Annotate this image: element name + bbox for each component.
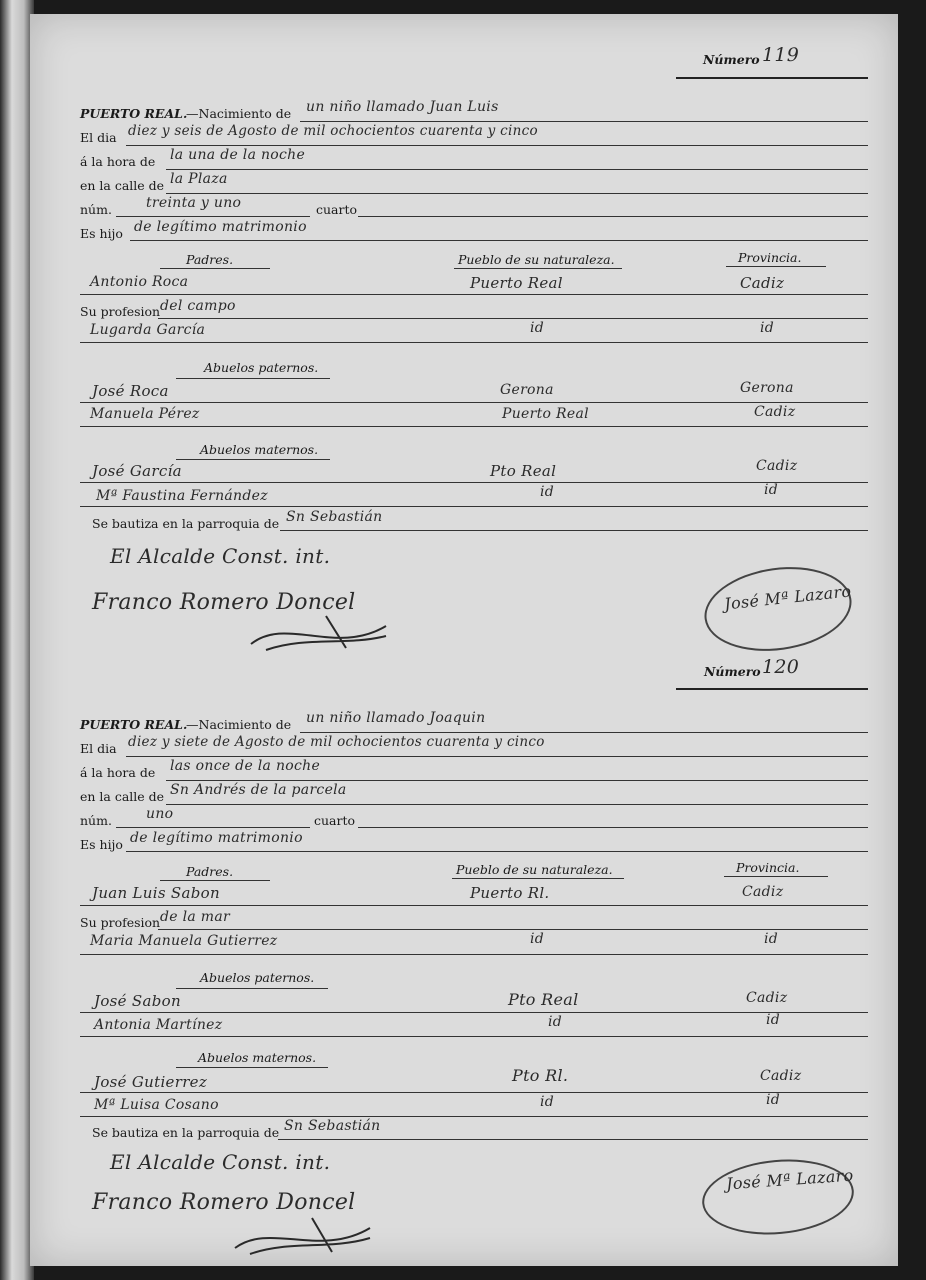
hora-value: las once de la noche xyxy=(170,758,321,774)
paternos-header: Abuelos paternos. xyxy=(200,970,315,985)
num-value: uno xyxy=(146,806,174,822)
padre-provincia: Cadiz xyxy=(740,274,785,292)
nacimiento-label: —Nacimiento de xyxy=(186,717,292,732)
cuarto-label: cuarto xyxy=(316,202,358,217)
abuelo-materno-provincia: Cadiz xyxy=(760,1068,802,1084)
abuela-materna-pueblo: id xyxy=(540,1094,555,1110)
madre-pueblo: id xyxy=(530,320,545,336)
padres-header: Padres. xyxy=(186,864,234,879)
seal-signature: José Mª Lazaro xyxy=(725,1165,855,1194)
parroquia-label: Se bautiza en la parroquia de xyxy=(92,1125,280,1140)
nacimiento-label: —Nacimiento de xyxy=(186,106,292,121)
abuelo-materno-provincia: Cadiz xyxy=(756,458,798,474)
abuelo-materno: José Gutierrez xyxy=(94,1073,208,1091)
hora-value: la una de la noche xyxy=(170,147,306,163)
dia-value: diez y seis de Agosto de mil ochocientos cuarenta y cinco xyxy=(128,123,538,139)
padre-name: Antonio Roca xyxy=(90,274,189,290)
abuela-materna-provincia: id xyxy=(766,1092,781,1108)
signature-flourish xyxy=(230,1210,380,1260)
abuela-materna: Mª Luisa Cosano xyxy=(94,1097,219,1113)
profesion-label: Su profesion xyxy=(80,304,161,319)
hora-label: á la hora de xyxy=(80,765,156,780)
hijo-value: de legítimo matrimonio xyxy=(134,219,307,235)
dia-value: diez y siete de Agosto de mil ochocientos cuarenta y cinco xyxy=(128,734,545,750)
abuela-paterna: Antonia Martínez xyxy=(94,1017,223,1033)
profesion-value: del campo xyxy=(160,298,236,314)
abuela-paterna-provincia: Cadiz xyxy=(754,404,796,420)
alcalde-signature-line: El Alcalde Const. int. xyxy=(110,544,331,568)
mayor-signature: Franco Romero Doncel xyxy=(92,590,356,615)
maternos-header: Abuelos maternos. xyxy=(198,1050,317,1065)
parroquia-value: Sn Sebastián xyxy=(286,509,383,525)
pueblo-header: Pueblo de su naturaleza. xyxy=(458,252,615,267)
nacimiento-value: un niño llamado Juan Luis xyxy=(306,99,499,115)
book-spine xyxy=(0,0,34,1280)
abuela-paterna: Manuela Pérez xyxy=(90,406,200,422)
madre-name: Maria Manuela Gutierrez xyxy=(90,933,278,949)
provincia-header: Provincia. xyxy=(738,250,802,265)
maternos-header: Abuelos maternos. xyxy=(200,442,319,457)
padre-name: Juan Luis Sabon xyxy=(92,884,220,902)
parroquia-label: Se bautiza en la parroquia de xyxy=(92,516,280,531)
numero-value: 119 xyxy=(762,44,800,66)
num-label: núm. xyxy=(80,813,112,828)
abuelo-paterno-provincia: Cadiz xyxy=(746,990,788,1006)
abuelo-paterno: José Roca xyxy=(92,382,169,400)
hijo-label: Es hijo xyxy=(80,837,123,852)
town-label: PUERTO REAL. xyxy=(80,106,188,121)
numero-value: 120 xyxy=(762,656,800,678)
padre-pueblo: Puerto Real xyxy=(470,274,563,292)
abuelo-paterno: José Sabon xyxy=(94,992,181,1010)
abuelo-materno-pueblo: Pto Rl. xyxy=(512,1066,569,1085)
madre-provincia: id xyxy=(764,931,779,947)
provincia-header: Provincia. xyxy=(736,860,800,875)
pueblo-header: Pueblo de su naturaleza. xyxy=(456,862,613,877)
madre-provincia: id xyxy=(760,320,775,336)
abuelo-paterno-pueblo: Pto Real xyxy=(508,990,579,1009)
madre-name: Lugarda García xyxy=(90,322,206,338)
numero-label: Número xyxy=(703,52,760,67)
abuela-paterna-pueblo: Puerto Real xyxy=(502,406,589,422)
nacimiento-value: un niño llamado Joaquin xyxy=(306,710,486,726)
dia-label: El dia xyxy=(80,130,117,145)
abuelo-paterno-provincia: Gerona xyxy=(740,380,794,396)
calle-label: en la calle de xyxy=(80,789,165,804)
abuela-materna: Mª Faustina Fernández xyxy=(96,488,268,504)
calle-label: en la calle de xyxy=(80,178,165,193)
abuelo-materno: José García xyxy=(92,462,182,480)
padres-header: Padres. xyxy=(186,252,234,267)
numero-label: Número xyxy=(704,664,761,679)
num-label: núm. xyxy=(80,202,112,217)
abuela-paterna-provincia: id xyxy=(766,1012,781,1028)
profesion-label: Su profesion xyxy=(80,915,161,930)
paternos-header: Abuelos paternos. xyxy=(204,360,319,375)
seal-signature: José Mª Lazaro xyxy=(723,581,853,614)
padre-provincia: Cadiz xyxy=(742,884,784,900)
padre-pueblo: Puerto Rl. xyxy=(470,884,550,902)
cuarto-label: cuarto xyxy=(314,813,356,828)
abuela-paterna-pueblo: id xyxy=(548,1014,563,1030)
num-value: treinta y uno xyxy=(146,195,242,211)
signature-flourish xyxy=(246,606,396,656)
hora-label: á la hora de xyxy=(80,154,156,169)
parroquia-value: Sn Sebastián xyxy=(284,1118,381,1134)
madre-pueblo: id xyxy=(530,931,545,947)
calle-value: la Plaza xyxy=(170,171,228,187)
abuela-materna-pueblo: id xyxy=(540,484,555,500)
abuelo-materno-pueblo: Pto Real xyxy=(490,462,557,480)
calle-value: Sn Andrés de la parcela xyxy=(170,782,347,798)
abuela-materna-provincia: id xyxy=(764,482,779,498)
dia-label: El dia xyxy=(80,741,117,756)
hijo-value: de legítimo matrimonio xyxy=(130,830,303,846)
mayor-signature: Franco Romero Doncel xyxy=(92,1190,356,1215)
alcalde-signature-line: El Alcalde Const. int. xyxy=(110,1150,331,1174)
hijo-label: Es hijo xyxy=(80,226,123,241)
town-label: PUERTO REAL. xyxy=(80,717,188,732)
profesion-value: de la mar xyxy=(160,909,230,925)
abuelo-paterno-pueblo: Gerona xyxy=(500,382,554,398)
